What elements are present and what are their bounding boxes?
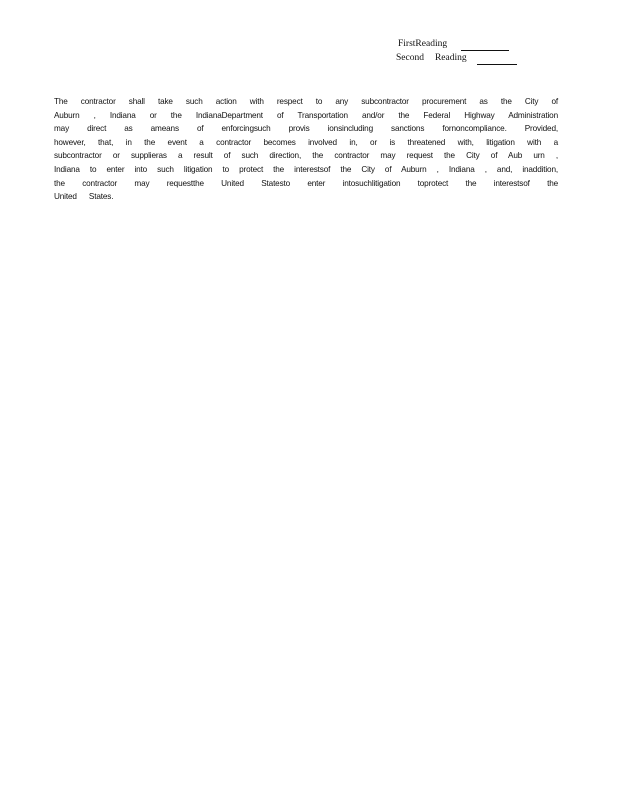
- first-reading-row: [396, 37, 556, 51]
- first-reading-label: FirstReading: [398, 39, 448, 49]
- paragraph-line: United States.: [54, 192, 114, 202]
- second-reading-blank: [477, 54, 517, 65]
- paragraph-line: may direct as ameans of enforcingsuch provis ionsincluding sanctions fornoncompliance. Provided,: [54, 124, 558, 134]
- paragraph-line: Auburn , Indiana or the IndianaDepartment of Transportation and/or the Federal Highway Administration: [54, 110, 558, 120]
- second-reading-label-word1: Second: [396, 53, 424, 63]
- paragraph-line: subcontractor or supplieras a result of such direction, the contractor may request the City of Aub urn ,: [54, 151, 558, 161]
- second-reading-label-word2: Reading: [434, 53, 467, 63]
- paragraph-line: The contractor shall take such action with respect to any subcontractor procurement as the City of: [54, 97, 558, 106]
- reading-block: [396, 37, 556, 65]
- first-reading-blank: [461, 40, 509, 51]
- ordinance-paragraph: [54, 95, 558, 204]
- paragraph-line: Indiana to enter into such litigation to protect the interestsof the City of Auburn , Indiana , and, inaddition,: [54, 164, 558, 174]
- paragraph-line: the contractor may requestthe United Statesto enter intosuchlitigation toprotect the interestsof the: [54, 178, 558, 188]
- paragraph-line: however, that, in the event a contractor becomes involved in, or is threatened with, litigation with a: [54, 137, 558, 147]
- second-reading-row: [396, 51, 556, 65]
